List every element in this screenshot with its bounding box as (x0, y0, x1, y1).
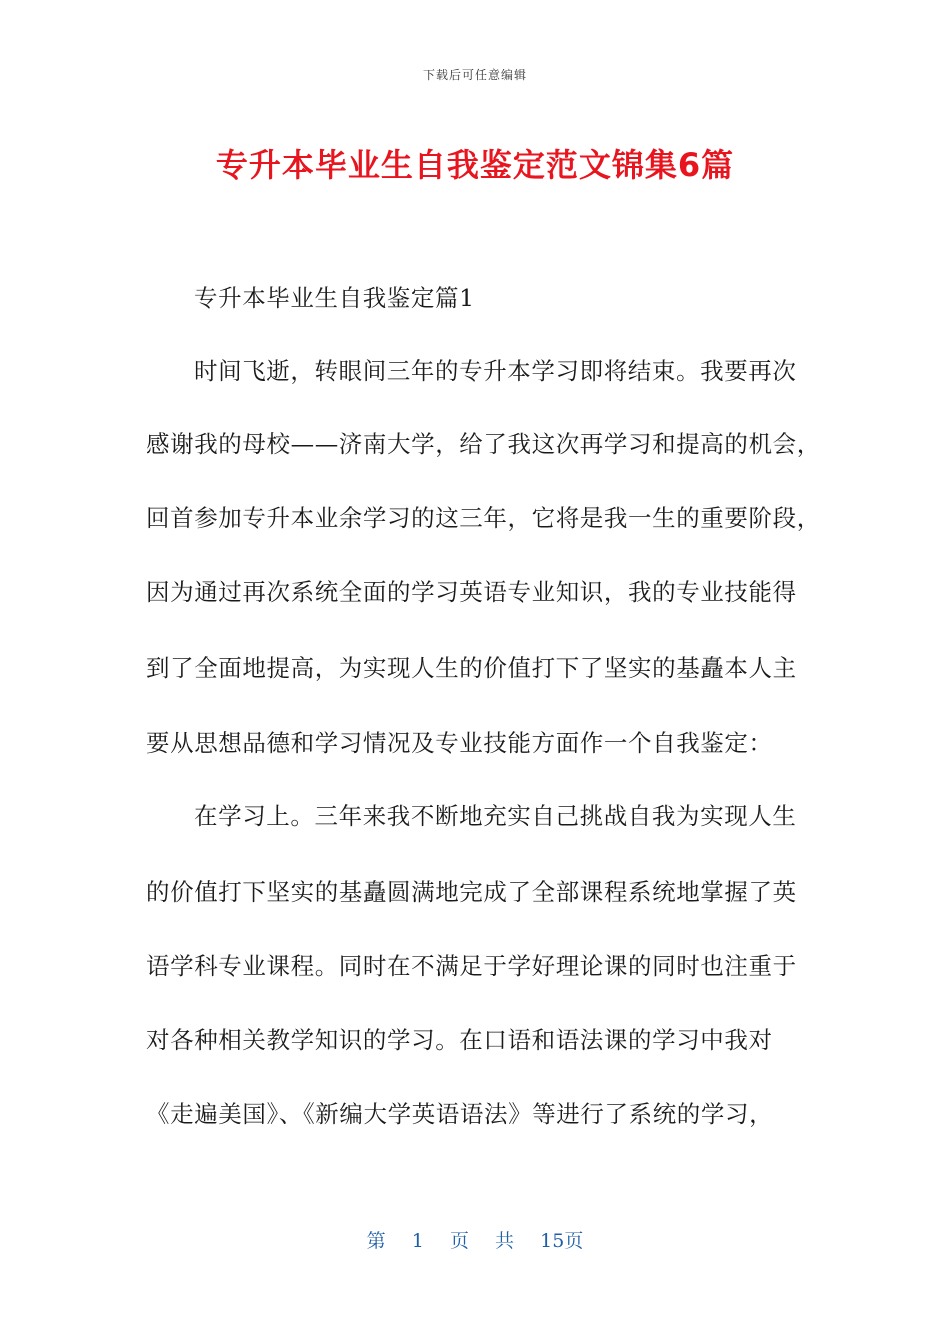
paragraph-line: 时间飞逝，转眼间三年的专升本学习即将结束。我要再次 (194, 357, 797, 385)
footer-total-word: 共 (495, 1230, 515, 1252)
section-heading: 专升本毕业生自我鉴定篇1 (194, 284, 475, 312)
paragraph-line: 对各种相关教学知识的学习。在口语和语法课的学习中我对 (146, 1026, 773, 1054)
header-note: 下载后可任意编辑 (422, 68, 527, 82)
paragraph-line: 到了全面地提高，为实现人生的价值打下了坚实的基矗本人主 (146, 654, 797, 682)
footer-current-page: 1 (411, 1230, 424, 1252)
document-title: 专升本毕业生自我鉴定范文锦集6篇 (215, 146, 735, 184)
paragraph-line: 在学习上。三年来我不断地充实自己挑战自我为实现人生 (194, 802, 797, 830)
paragraph-line: 《走遍美国》、《新编大学英语语法》等进行了系统的学习， (146, 1100, 774, 1128)
page-footer (0, 1226, 950, 1253)
paragraph-line: 回首参加专升本业余学习的这三年，它将是我一生的重要阶段， (146, 504, 821, 532)
paragraph-line: 因为通过再次系统全面的学习英语专业知识，我的专业技能得 (146, 578, 797, 606)
paragraph-line: 语学科专业课程。同时在不满足于学好理论课的同时也注重于 (146, 952, 797, 980)
footer-page-word: 页 (449, 1230, 469, 1252)
paragraph-line: 要从思想品德和学习情况及专业技能方面作一个自我鉴定： (146, 729, 773, 757)
paragraph-line: 感谢我的母校——济南大学，给了我这次再学习和提高的机会， (146, 430, 821, 458)
footer-total-pages: 15页 (540, 1230, 584, 1252)
footer-prefix: 第 (366, 1230, 386, 1252)
paragraph-line: 的价值打下坚实的基矗圆满地完成了全部课程系统地掌握了英 (146, 878, 797, 906)
